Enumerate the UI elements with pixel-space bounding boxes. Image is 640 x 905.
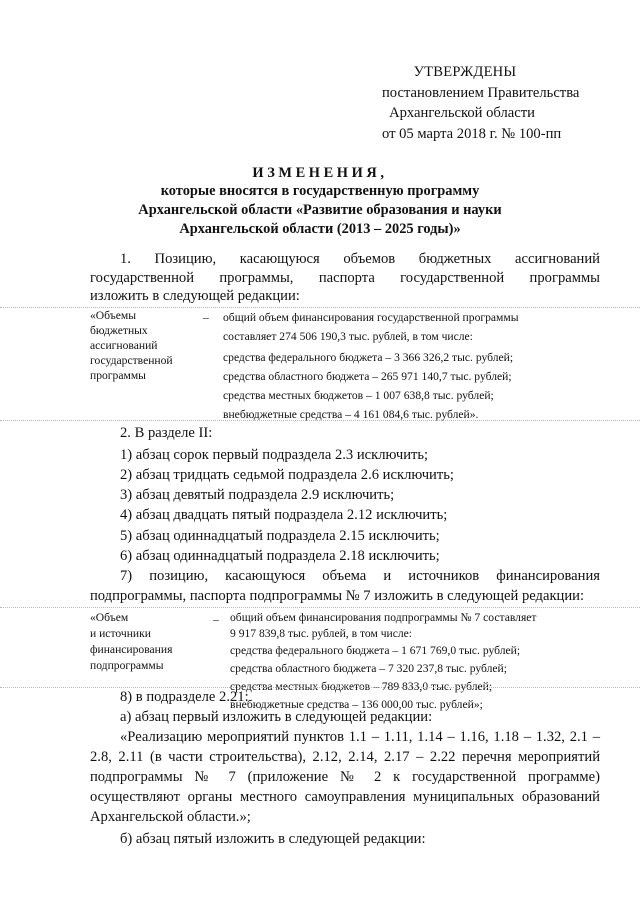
item2-header: 2. В разделе II: bbox=[120, 425, 213, 441]
table2-right-line: средства местных бюджетов – 789 833,0 тыс. рублей; bbox=[230, 680, 493, 693]
table1-right-cell bbox=[223, 308, 519, 424]
approval-line: Архангельской области bbox=[389, 105, 535, 121]
item1-line: изложить в следующей редакции: bbox=[90, 288, 300, 304]
list-item: 6) абзац одиннадцатый подраздела 2.18 исключить; bbox=[120, 548, 440, 564]
approval-block bbox=[382, 62, 580, 144]
approval-title: УТВЕРЖДЕНЫ bbox=[413, 64, 517, 80]
item7-line: 7) позицию, касающуюся объема и источников финансирования bbox=[120, 568, 600, 584]
table2-right-line: внебюджетные средства – 136 000,00 тыс. рублей»; bbox=[230, 698, 483, 711]
table1-bottom-border bbox=[0, 420, 640, 421]
item1-line: 1. Позицию, касающуюся объемов бюджетных ассигнований bbox=[120, 251, 600, 267]
table1-right-line: средства федерального бюджета – 3 366 326,2 тыс. рублей; bbox=[223, 351, 514, 364]
table1-right-line: составляет 274 506 190,3 тыс. рублей, в том числе: bbox=[223, 330, 473, 343]
table2-right-line: средства областного бюджета – 7 320 237,8 тыс. рублей; bbox=[230, 662, 507, 675]
table1-right-line: общий объем финансирования государственной программы bbox=[223, 311, 519, 324]
item7-line: подпрограммы, паспорта подпрограммы № 7 изложить в следующей редакции: bbox=[90, 588, 585, 604]
table2-dash: – bbox=[213, 613, 219, 626]
list-item: 3) абзац девятый подраздела 2.9 исключить; bbox=[120, 487, 395, 503]
table2-top-border bbox=[0, 607, 640, 608]
quote-line: Архангельской области.»; bbox=[90, 809, 251, 825]
table2-left-line: подпрограммы bbox=[90, 659, 164, 672]
item8-subitem-b: б) абзац пятый изложить в следующей редакции: bbox=[120, 831, 426, 847]
table2-left-cell bbox=[90, 610, 172, 674]
item1-line: государственной программы, паспорта государственной программы bbox=[90, 270, 600, 286]
table1-right-line: средства местных бюджетов – 1 007 638,8 тыс. рублей; bbox=[223, 389, 494, 402]
table1-right-line: внебюджетные средства – 4 161 084,6 тыс. рублей». bbox=[223, 408, 479, 421]
list-item: 1) абзац сорок первый подраздела 2.3 исключить; bbox=[120, 447, 429, 463]
item8-header: 8) в подразделе 2.21: bbox=[120, 689, 249, 705]
table2-left-line: финансирования bbox=[90, 643, 173, 656]
table1-left-cell bbox=[90, 308, 173, 383]
document-subtitle-line: Архангельской области «Развитие образования и науки bbox=[138, 202, 502, 218]
table2-left-line: и источники bbox=[90, 627, 151, 640]
table2-right-line: 9 917 839,8 тыс. рублей, в том числе: bbox=[230, 627, 413, 640]
list-item: 4) абзац двадцать пятый подраздела 2.12 исключить; bbox=[120, 507, 448, 523]
table1-left-line: бюджетных bbox=[90, 324, 148, 337]
list-item: 5) абзац одиннадцатый подраздела 2.15 исключить; bbox=[120, 528, 440, 544]
table2-right-line: средства федерального бюджета – 1 671 769,0 тыс. рублей; bbox=[230, 644, 521, 657]
list-item: 2) абзац тридцать седьмой подраздела 2.6 исключить; bbox=[120, 467, 454, 483]
table1-left-line: государственной bbox=[90, 354, 173, 367]
table2-left-line: «Объем bbox=[90, 611, 129, 624]
table1-dash: – bbox=[203, 311, 209, 324]
document-title: ИЗМЕНЕНИЯ, bbox=[252, 165, 388, 181]
table1-left-line: программы bbox=[90, 369, 146, 382]
table2-right-line: общий объем финансирования подпрограммы № 7 составляет bbox=[230, 611, 537, 624]
quote-line: 2.8, 2.11 (в части строительства), 2.12, 2.14, 2.17 – 2.22 перечня мероприятий bbox=[90, 749, 600, 765]
approval-line: постановлением Правительства bbox=[382, 84, 580, 101]
quote-line: «Реализацию мероприятий пунктов 1.1 – 1.11, 1.14 – 1.16, 1.18 – 1.32, 2.1 – bbox=[120, 729, 600, 745]
item8-subitem-a: а) абзац первый изложить в следующей редакции: bbox=[120, 709, 433, 725]
approval-line: от 05 марта 2018 г. № 100-пп bbox=[382, 125, 562, 142]
quote-line: подпрограммы № 7 (приложение № 2 к государственной программе) bbox=[90, 769, 600, 785]
document-subtitle-line: которые вносятся в государственную программу bbox=[160, 183, 480, 199]
quote-line: осуществляют органы местного самоуправления муниципальных образований bbox=[90, 789, 600, 805]
table1-left-line: ассигнований bbox=[90, 339, 158, 352]
document-subtitle-line: Архангельской области (2013 – 2025 годы)» bbox=[179, 221, 461, 237]
table1-left-line: «Объемы bbox=[90, 309, 137, 322]
table1-right-line: средства областного бюджета – 265 971 140,7 тыс. рублей; bbox=[223, 370, 512, 383]
